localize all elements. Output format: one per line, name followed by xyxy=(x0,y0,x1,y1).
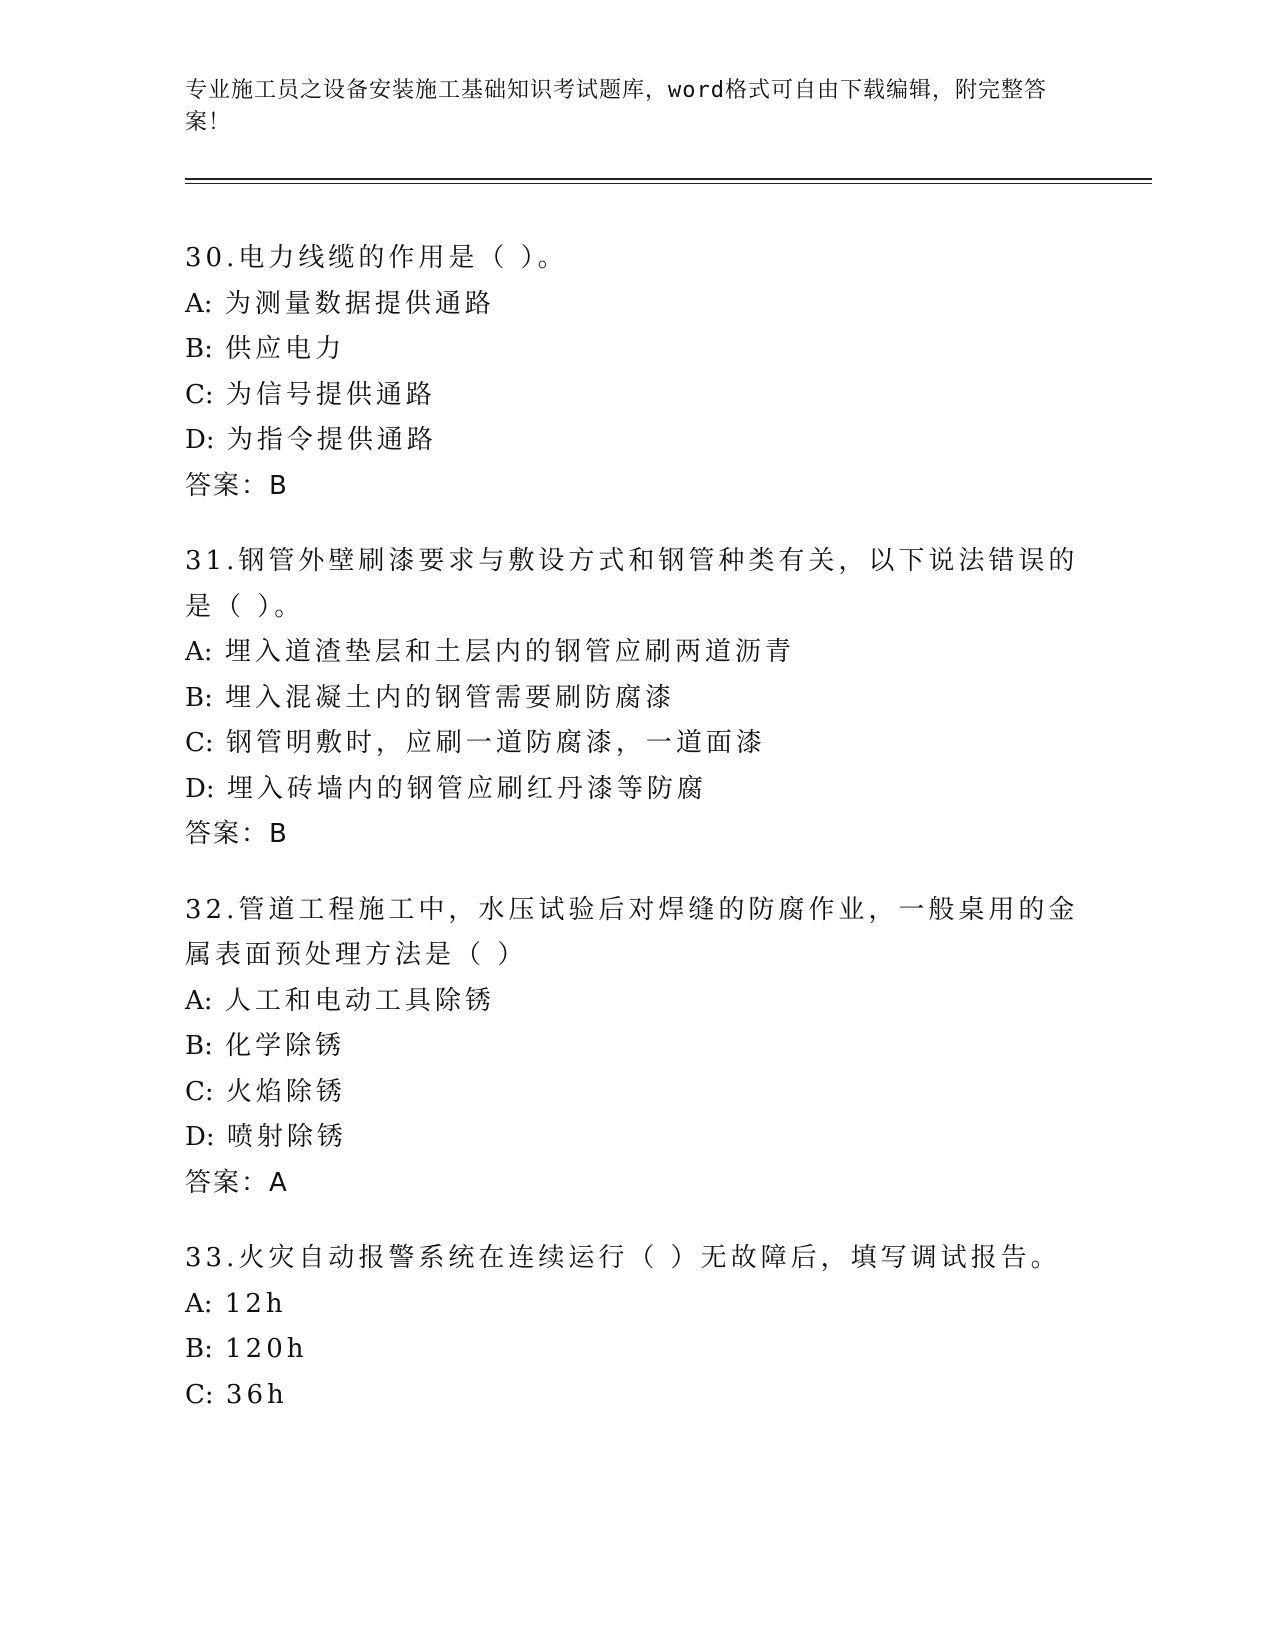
option-letter: C: xyxy=(185,728,214,758)
option-text: 钢管明敷时，应刷一道防腐漆，一道面漆 xyxy=(225,728,766,758)
option-text: 人工和电动工具除锈 xyxy=(224,985,495,1016)
option-a xyxy=(185,282,1085,328)
option-text: 喷射除锈 xyxy=(226,1122,347,1152)
answer-line xyxy=(185,464,1085,510)
option-letter: C: xyxy=(185,1379,214,1410)
option-c xyxy=(185,721,1085,767)
answer-label: 答案： xyxy=(185,819,270,849)
question-item xyxy=(185,236,1085,509)
option-text: 为测量数据提供通路 xyxy=(224,288,495,319)
option-text: 化学除锈 xyxy=(225,1031,346,1061)
option-letter: D: xyxy=(185,425,215,455)
option-b xyxy=(185,1327,1085,1373)
header-intro-text: 专业施工员之设备安装施工基础知识考试题库，word格式可自由下载编辑，附完整答案！ xyxy=(185,78,1047,135)
answer-label: 答案： xyxy=(185,470,270,501)
option-a xyxy=(185,1282,1085,1328)
option-c xyxy=(185,1070,1085,1116)
option-b xyxy=(185,676,1085,722)
question-number: 33. xyxy=(185,1243,239,1273)
option-text: 火焰除锈 xyxy=(225,1076,346,1107)
option-letter: B: xyxy=(185,682,213,713)
question-text: 电力线缆的作用是（ ）。 xyxy=(238,243,568,273)
option-letter: B: xyxy=(185,1334,213,1364)
option-letter: C: xyxy=(185,379,214,410)
question-item xyxy=(185,1236,1085,1418)
option-letter: C: xyxy=(185,1076,214,1107)
question-stem xyxy=(185,888,1085,979)
question-number: 32. xyxy=(185,894,239,925)
option-letter: D: xyxy=(185,1122,215,1152)
option-text: 埋入道渣垫层和土层内的钢管应刷两道沥青 xyxy=(224,637,795,667)
option-a xyxy=(185,979,1085,1025)
option-text: 为指令提供通路 xyxy=(226,425,437,455)
answer-value: B xyxy=(269,470,289,501)
document-header xyxy=(185,75,1075,139)
answer-line xyxy=(185,1161,1085,1207)
option-letter: A: xyxy=(185,637,213,667)
option-text: 埋入砖墙内的钢管应刷红丹漆等防腐 xyxy=(226,773,707,804)
option-b xyxy=(185,1024,1085,1070)
question-number: 30. xyxy=(185,243,239,273)
question-list xyxy=(185,236,1085,1448)
option-d xyxy=(185,418,1085,464)
option-c xyxy=(185,1373,1085,1419)
question-stem xyxy=(185,236,1085,282)
option-b xyxy=(185,327,1085,373)
question-stem xyxy=(185,539,1085,630)
question-item xyxy=(185,539,1085,858)
option-text: 120h xyxy=(225,1334,308,1364)
header-divider-thin xyxy=(185,183,1152,184)
question-text: 火灾自动报警系统在连续运行（ ）无故障后，填写调试报告。 xyxy=(238,1243,1061,1273)
header-divider-thick xyxy=(185,178,1152,180)
option-d xyxy=(185,1115,1085,1161)
option-letter: A: xyxy=(185,288,213,319)
option-text: 为信号提供通路 xyxy=(225,379,436,410)
option-d xyxy=(185,767,1085,813)
answer-value: A xyxy=(269,1167,289,1198)
option-letter: A: xyxy=(185,1288,213,1319)
option-text: 埋入混凝土内的钢管需要刷防腐漆 xyxy=(225,682,676,713)
option-letter: A: xyxy=(185,985,213,1016)
question-text: 管道工程施工中，水压试验后对焊缝的防腐作业，一般桌用的金属表面预处理方法是（ ） xyxy=(185,894,1079,970)
option-text: 12h xyxy=(224,1288,287,1319)
option-text: 供应电力 xyxy=(225,334,346,364)
option-text: 36h xyxy=(225,1379,288,1410)
question-stem xyxy=(185,1236,1085,1282)
answer-label: 答案： xyxy=(185,1167,270,1198)
option-letter: B: xyxy=(185,334,213,364)
option-a xyxy=(185,630,1085,676)
option-letter: D: xyxy=(185,773,215,804)
option-c xyxy=(185,373,1085,419)
answer-line xyxy=(185,812,1085,858)
question-number: 31. xyxy=(185,546,239,576)
question-text: 钢管外壁刷漆要求与敷设方式和钢管种类有关，以下说法错误的是（ ）。 xyxy=(185,546,1079,622)
question-item xyxy=(185,888,1085,1207)
option-letter: B: xyxy=(185,1031,213,1061)
answer-value: B xyxy=(269,819,289,849)
